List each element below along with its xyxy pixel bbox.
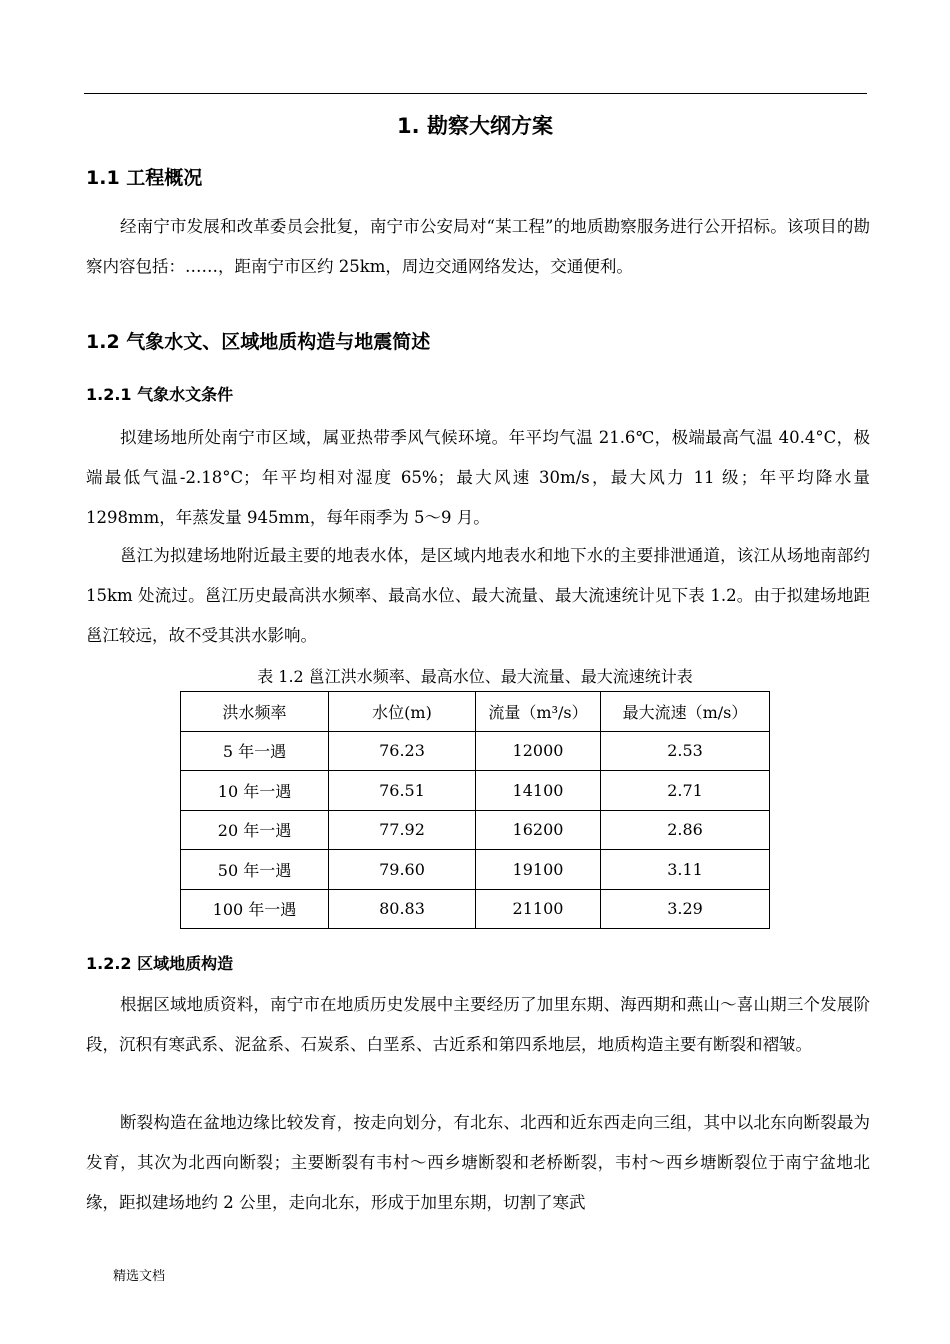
table-cell: 76.23 <box>329 731 476 771</box>
section-1-2-1-paragraph-1: 拟建场地所处南宁市区域，属亚热带季风气候环境。年平均气温 21.6℃，极端最高气温 40.4°C，极端最低气温-2.18°C；年平均相对湿度 65%；最大风速 30m/s，最大风力 11 级；年平均降水量 1298mm，年蒸发量 945mm，每年雨季为 5～9 月。 <box>86 428 870 527</box>
table-cell: 2.53 <box>601 731 770 771</box>
section-title-1-1: 1.1 工程概况 <box>86 167 203 189</box>
table-cell: 20 年一遇 <box>181 810 329 850</box>
section-1-2-2-paragraph-1: 根据区域地质资料，南宁市在地质历史发展中主要经历了加里东期、海西期和燕山～喜山期三个发展阶段，沉积有寒武系、泥盆系、石炭系、白垩系、古近系和第四系地层，地质构造主要有断裂和褶皱。 <box>86 995 870 1054</box>
header-rule <box>84 93 867 94</box>
table-row <box>181 731 770 771</box>
table-cell: 50 年一遇 <box>181 850 329 890</box>
section-title-1-2-2: 1.2.2 区域地质构造 <box>86 954 234 973</box>
chapter-title: 1. 勘察大纲方案 <box>397 114 553 138</box>
table-cell: 76.51 <box>329 771 476 811</box>
table-cell: 5 年一遇 <box>181 731 329 771</box>
table-header-row <box>181 692 770 732</box>
table-cell: 12000 <box>476 731 601 771</box>
table-cell: 80.83 <box>329 889 476 929</box>
section-title-1-2: 1.2 气象水文、区域地质构造与地震简述 <box>86 331 431 353</box>
page-footer: 精选文档 <box>113 1269 166 1284</box>
table-cell: 16200 <box>476 810 601 850</box>
table-row <box>181 810 770 850</box>
flood-statistics-table <box>180 691 770 929</box>
table-cell: 14100 <box>476 771 601 811</box>
table-cell: 79.60 <box>329 850 476 890</box>
table-header-cell: 流量（m³/s） <box>476 692 601 732</box>
table-cell: 21100 <box>476 889 601 929</box>
table-cell: 19100 <box>476 850 601 890</box>
table-header-cell: 洪水频率 <box>181 692 329 732</box>
section-1-1-paragraph: 经南宁市发展和改革委员会批复，南宁市公安局对“某工程”的地质勘察服务进行公开招标。该项目的勘察内容包括：……，距南宁市区约 25km，周边交通网络发达，交通便利。 <box>86 217 870 276</box>
table-header-cell: 最大流速（m/s） <box>601 692 770 732</box>
table-caption: 表 1.2 邕江洪水频率、最高水位、最大流量、最大流速统计表 <box>257 667 693 686</box>
table-cell: 2.86 <box>601 810 770 850</box>
table-cell: 100 年一遇 <box>181 889 329 929</box>
table-row <box>181 889 770 929</box>
section-1-2-2-paragraph-2: 断裂构造在盆地边缘比较发育，按走向划分，有北东、北西和近东西走向三组，其中以北东向断裂最为发育，其次为北西向断裂；主要断裂有韦村～西乡塘断裂和老桥断裂，韦村～西乡塘断裂位于南宁盆地北缘，距拟建场地约 2 公里，走向北东，形成于加里东期，切割了寒武 <box>86 1113 870 1212</box>
section-title-1-2-1: 1.2.1 气象水文条件 <box>86 385 234 404</box>
table-cell: 3.29 <box>601 889 770 929</box>
table-cell: 10 年一遇 <box>181 771 329 811</box>
table-row <box>181 771 770 811</box>
table-cell: 77.92 <box>329 810 476 850</box>
table-cell: 3.11 <box>601 850 770 890</box>
table-row <box>181 850 770 890</box>
table-header-cell: 水位(m) <box>329 692 476 732</box>
table-cell: 2.71 <box>601 771 770 811</box>
section-1-2-1-paragraph-2: 邕江为拟建场地附近最主要的地表水体，是区域内地表水和地下水的主要排泄通道，该江从场地南部约 15km 处流过。邕江历史最高洪水频率、最高水位、最大流量、最大流速统计见下表 1.2。由于拟建场地距邕江较远，故不受其洪水影响。 <box>86 546 870 645</box>
